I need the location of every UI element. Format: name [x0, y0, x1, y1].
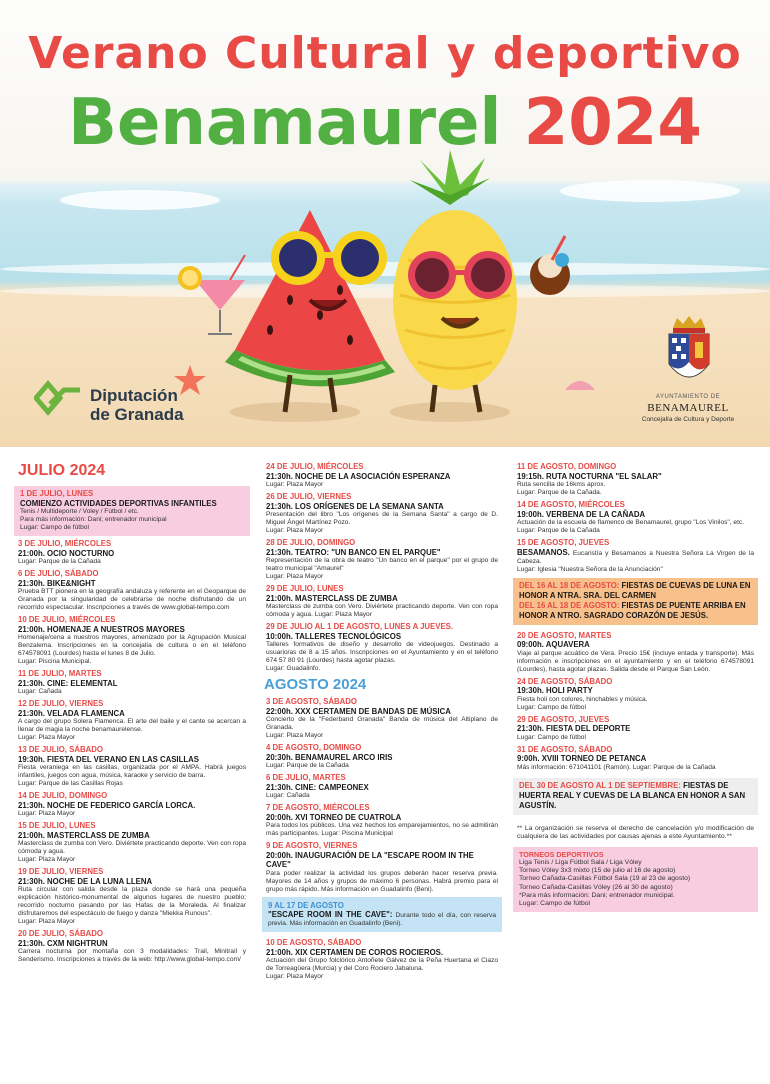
torneo-line: Torneo Vóley 3x3 mixto (15 de julio al 16 de agosto) [519, 867, 676, 875]
event-item [262, 538, 502, 581]
highlight-text: Durante todo el día, con reserva previa. Más información en Guadalinfo (Beni). [268, 912, 496, 927]
event-date: 20 DE AGOSTO, MARTES [517, 630, 612, 640]
event-title: 21:30h. CINE: ELEMENTAL [18, 678, 118, 688]
event-item [513, 677, 758, 712]
month-title-julio: JULIO 2024 [18, 462, 106, 479]
event-text: Lugar: Parque de la Cañada [18, 558, 101, 565]
torneo-line: Liga Tenis / Liga Fútbol Sala / Liga Vóley [519, 858, 642, 866]
event-item [14, 867, 250, 926]
event-text: Lugar: Plaza Mayor [266, 481, 324, 488]
torneos-list [519, 859, 752, 908]
event-text: Talleres formativos de diseño y desarrollo de videojuegos. Destinado a usuario/as de 8 a 15 años. Inscripciones en el Ayuntamiento y en el teléfono 674 57 80 91 (Lourdes) hasta agotar plazas. Lugar: Guadalinfo. [266, 641, 498, 672]
event-item [262, 492, 502, 535]
event-item [14, 486, 250, 536]
ayto-label-small: AYUNTAMIENTO DE [655, 394, 721, 400]
event-text: Masterclass de zumba con Vero. Diviértete practicando deporte. Ven con ropa cómoda y agua. Lugar: Plaza Mayor [266, 603, 498, 618]
column-julio-agosto [262, 462, 502, 984]
event-title: 19:15h. RUTA NOCTURNA "EL SALAR" [517, 471, 662, 481]
event-title: 21:30h. TEATRO: "UN BANCO EN EL PARQUE" [266, 547, 441, 557]
event-title: 19:30h. HOLI PARTY [517, 686, 593, 696]
torneo-line: Torneo Cañada-Casillas Fútbol Sala (19 al 23 de agosto) [519, 875, 691, 883]
coconut-drink-icon [530, 236, 570, 295]
event-title: 21:30h. NOCHE DE LA LUNA LLENA [18, 876, 153, 886]
event-date: 26 DE JULIO, VIERNES [266, 492, 352, 501]
event-text: A cargo del grupo Solera Flamenca. El arte del baile y el cante se acercan a llenar de magia la noche benamaurelense. Lugar: Plaza Mayor [18, 718, 246, 741]
event-text: Fiesta veraniega en las casillas, organizada por el AMPA. Habrá juegos infantiles, juegos con agua, música, karaoke y servicio de barra. Lugar: Parque de las Casillas Rojas [18, 764, 246, 787]
torneo-line: Torneo Cañada-Casillas Vóley (26 al 30 de agosto) [519, 883, 673, 891]
event-text: Viaje al parque acuático de Vera. Precio 15€ (incluye entada y transporte). Más información e inscripciones en el ayuntamiento y en el teléfono 674578091 (Lourdes), hasta agotar plazas. Salida desde el Parque San León. [517, 649, 754, 673]
fiestas-grey-box [513, 778, 758, 815]
event-list-mid-agosto [513, 462, 758, 574]
shell-icon [565, 381, 595, 390]
event-title: 09:00h. AQUAVERA [517, 640, 590, 650]
event-text: Ruta circular con salida desde la plaza donde se hará una pequeña explicación histórico-monumental de algunos lugares de nuestro pueblo; recorrido nocturno pasando por las Hafas de la Moraleda. Al finalizar disfrutaremos del espectáculo de fuego y danza "Miekka Runous". Lugar: Plaza Mayor [18, 886, 246, 925]
event-item [262, 462, 502, 489]
event-item [14, 745, 250, 788]
ayto-name: BENAMAUREL [647, 402, 729, 414]
event-title: 21:30h. CXM NIGHTRUN [18, 938, 108, 948]
title-line1: Verano Cultural y deportivo [28, 28, 742, 79]
torneos-box [513, 847, 758, 912]
event-text: Representación de la obra de teatro "Un banco en el parque" por el grupo de teatro municipal "Amaurel" Lugar: Plaza Mayor [266, 557, 498, 580]
title-line2 [0, 86, 770, 160]
event-date: 28 DE JULIO, DOMINGO [266, 538, 356, 547]
event-date: 31 DE AGOSTO, SÁBADO [517, 744, 613, 754]
event-item [14, 615, 250, 666]
event-title: 22:00h. XXX CERTAMEN DE BANDAS DE MÚSICA [266, 706, 451, 716]
event-list-coros [262, 938, 502, 981]
event-title: 20:00h. INAUGURACIÓN DE LA "ESCAPE ROOM IN THE CAVE" [266, 850, 474, 869]
event-item [513, 631, 758, 674]
fiesta-date: DEL 30 DE AGOSTO AL 1 DE SEPTIEMBRE: [519, 780, 681, 790]
event-title: 21:00h. MASTERCLASS DE ZUMBA [18, 830, 150, 840]
event-title: 21:30h. NOCHE DE FEDERICO GARCÍA LORCA. [18, 800, 196, 810]
shadow [230, 402, 360, 422]
month-title-agosto: AGOSTO 2024 [264, 676, 367, 693]
fiesta-date: DEL 16 AL 18 DE AGOSTO: [519, 601, 620, 611]
event-text: Carrera nocturna por montaña con 3 modalidades: Trail, Minitrail y Senderismo. Inscripciones a través de la web: http://www.global-tempo.com/ [18, 948, 246, 963]
event-item [14, 791, 250, 818]
event-text: Para poder realizar la actividad los grupos deberán hacer reserva previa. Mayores de 14 años y grupos de máximo 6 personas. Habrá premio para el grupo más rápido. Más información en Guadalinfo (Beni). [266, 869, 498, 893]
fiesta-title: FIESTAS DE HUERTA REAL Y CUEVAS DE LA BLANCA EN HONOR A SAN AGUSTÍN. [519, 780, 746, 811]
event-date: 9 DE AGOSTO, VIERNES [266, 841, 358, 850]
event-title: 21:30h. CINE: CAMPEONEX [266, 782, 369, 792]
torneo-line: Lugar: Campo de fútbol [519, 900, 591, 907]
diputacion-line2: de Granada [90, 405, 184, 424]
fruit-characters-illustration [150, 150, 600, 430]
pineapple-leaves [410, 150, 490, 205]
event-title: 21:30h. VELADA FLAMENCA [18, 708, 125, 718]
title-year: 2024 [523, 86, 702, 160]
event-date: 6 DE JULIO, SÁBADO [18, 569, 99, 578]
event-text: Lugar: Parque de la Cañada [266, 762, 349, 769]
event-title: 21:00h. MASTERCLASS DE ZUMBA [266, 593, 398, 603]
event-title: 21:00h. OCIO NOCTURNO [18, 548, 115, 558]
event-date: 15 DE AGOSTO, JUEVES [517, 538, 610, 547]
event-item [262, 938, 502, 981]
event-text: Más información: 671041101 (Ramón). Lugar: Parque de la Cañada [517, 763, 716, 771]
event-text: Lugar: Cañada [266, 792, 310, 799]
event-title: 21:30h. BIKE&NIGHT [18, 578, 96, 588]
event-title: 21:30h. FIESTA DEL DEPORTE [517, 724, 631, 734]
event-body [517, 548, 754, 574]
torneo-line: *Para más información: Dani; entrenador municipal. [519, 891, 675, 899]
ayto-department: Concejalía de Cultura y Deporte [641, 416, 735, 423]
event-date: 10 DE AGOSTO, SÁBADO [266, 938, 362, 947]
event-date: 19 DE JULIO, VIERNES [18, 867, 104, 876]
event-list-late-agosto [513, 631, 758, 772]
event-date: 10 DE JULIO, MIÉRCOLES [18, 615, 116, 624]
event-date: 3 DE AGOSTO, SÁBADO [266, 697, 357, 706]
event-date: 20 DE JULIO, SÁBADO [18, 929, 103, 938]
hero-banner [0, 0, 770, 447]
ayuntamiento-crest-icon [663, 314, 715, 390]
event-date: 12 DE JULIO, VIERNES [18, 699, 104, 708]
event-item [14, 929, 250, 964]
event-item [262, 697, 502, 740]
event-item [513, 538, 758, 574]
event-title: BESAMANOS. [517, 547, 570, 557]
event-title: 19:00h. VERBENA DE LA CAÑADA [517, 509, 646, 519]
event-item [14, 699, 250, 742]
event-date: 24 DE JULIO, MIÉRCOLES [266, 462, 364, 471]
event-date: 15 DE JULIO, LUNES [18, 821, 96, 830]
event-text: Actuación de la escuela de flamenco de Benamaurel, grupo "Los Vinilos", etc. Lugar: Parque de la Cañada [517, 519, 745, 534]
event-title: 21:00h. HOMENAJE A NUESTROS MAYORES [18, 624, 185, 634]
event-date: 11 DE JULIO, MARTES [18, 669, 102, 678]
event-title: 9:00h. XVIII TORNEO DE PETANCA [517, 754, 647, 764]
highlight-head: "ESCAPE ROOM IN THE CAVE": [268, 910, 393, 919]
escape-room-highlight [262, 897, 502, 933]
event-item [14, 821, 250, 864]
event-date: 6 DE JULIO, MARTES [266, 773, 346, 782]
highlight-date: 9 AL 17 DE AGOSTO [268, 900, 344, 910]
shadow [390, 402, 510, 422]
event-item [14, 669, 250, 696]
event-item [262, 622, 502, 673]
event-item [513, 500, 758, 535]
event-title: 21:30h. LOS ORÍGENES DE LA SEMANA SANTA [266, 501, 444, 511]
event-text: Prueba BTT pionera en la geografía andaluza y referente en el Geoparque de Granada por la singularidad de celebrarse de noche disfrutando de un recorrido espectacular. Inscripciones a través de www.global-tempo.com [18, 588, 246, 611]
event-title: 21:00h. XIX CERTAMEN DE COROS ROCIEROS. [266, 947, 444, 957]
event-text: Masterclass de zumba con Vero. Diviértete practicando deporte. Ven con ropa cómoda y agua. Lugar: Plaza Mayor [18, 840, 246, 863]
event-title: 20:30h. BENAMAUREL ARCO IRIS [266, 752, 393, 762]
event-text: Lugar: Plaza Mayor [18, 810, 76, 817]
event-title: 10:00h. TALLERES TECNOLÓGICOS [266, 631, 402, 641]
column-agosto [513, 462, 758, 915]
event-date: 11 DE AGOSTO, DOMINGO [517, 462, 617, 471]
diputacion-logo-icon [34, 380, 82, 416]
diputacion-logo-text [90, 386, 184, 424]
event-item [262, 773, 502, 800]
event-item [513, 462, 758, 497]
event-date: 4 DE AGOSTO, DOMINGO [266, 743, 362, 752]
event-date: 14 DE JULIO, DOMINGO [18, 791, 108, 800]
cocktail-glass-icon [178, 255, 245, 334]
event-text: Lugar: Cañada [18, 688, 62, 695]
event-item [262, 584, 502, 619]
event-date: 29 DE AGOSTO, JUEVES [517, 714, 610, 724]
event-title: COMIENZO ACTIVIDADES DEPORTIVAS INFANTILES [20, 498, 217, 508]
event-list-early-agosto [262, 697, 502, 894]
event-text: Presentación del libro "Los orígenes de la Semana Santa" a cargo de D. Miguel Ángel Martínez Pozo. Lugar: Plaza Mayor [266, 511, 498, 534]
event-title: 19:30h. FIESTA DEL VERANO EN LAS CASILLAS [18, 754, 199, 764]
event-item [262, 841, 502, 894]
event-list-late-julio [262, 462, 502, 673]
event-date: 7 DE AGOSTO, MIÉRCOLES [266, 803, 370, 812]
event-text: Actuación del Grupo folclórico Antoñete Gálvez de la Peña Huertana el Ciazo de Torreagüera (Murcia) y del Coro Rociero Jabaluna. Lugar: Plaza Mayor [266, 957, 498, 980]
diputacion-line1: Diputación [90, 386, 178, 405]
event-title: 20:00h. XVI TORNEO DE CUATROLA [266, 812, 402, 822]
event-item [513, 715, 758, 742]
event-text: Ruta sencilla de 16kms aprox. Lugar: Parque de la Cañada. [517, 481, 606, 496]
event-item [14, 539, 250, 566]
event-list-julio [14, 486, 250, 964]
organization-note: ** La organización se reserva el derecho de cancelación y/o modificación de cualquiera de las actividades por causas ajenas a este Ayuntamiento.** [517, 824, 754, 840]
event-text: Fiesta holi con colores, hinchables y música. Lugar: Campo de fútbol [517, 695, 648, 711]
fiestas-orange-box [513, 578, 758, 625]
column-julio [14, 458, 250, 967]
event-text: Para todos los públicos. Una vez hechos los emparejamientos, no se admitirán más participantes. Lugar: Piscina Municipal [266, 822, 498, 837]
event-date: 29 DE JULIO, LUNES [266, 584, 344, 593]
fiesta-title: FIESTAS DE CUEVAS DE LUNA EN HONOR A NTRA. SRA. DEL CARMEN [519, 580, 751, 600]
event-date: 13 DE JULIO, SÁBADO [18, 745, 103, 754]
event-text: Eucaristía y Besamanos a Nuestra Señora La Virgen de la Cabeza. Lugar: Iglesia "Nuestra Señora de la Anunciación" [517, 549, 754, 573]
event-date: 24 DE AGOSTO, SÁBADO [517, 676, 613, 686]
event-item [14, 569, 250, 612]
event-text: Concierto de la "Federband Granada" Banda de música del Altiplano de Granada. Lugar: Plaza Mayor [266, 716, 498, 739]
event-item [262, 743, 502, 770]
event-date: 3 DE JULIO, MIÉRCOLES [18, 539, 112, 548]
title-name: Benamaurel [68, 86, 502, 160]
event-text: Lugar: Campo de fútbol [517, 733, 586, 741]
event-title: 21:30h. NOCHE DE LA ASOCIACIÓN ESPERANZA [266, 471, 451, 481]
event-date: 29 DE JULIO AL 1 DE AGOSTO, LUNES A JUEVES. [266, 622, 454, 631]
event-item [262, 803, 502, 838]
event-item [513, 745, 758, 772]
event-date: 14 DE AGOSTO, MIÉRCOLES [517, 500, 625, 509]
event-text: Tenis / Multideporte / Voley / Fútbol / etc. Para más información: Dani; entrenador municipal Lugar: Campo de fútbol [20, 508, 167, 531]
fiesta-date: DEL 16 AL 18 DE AGOSTO: [519, 580, 620, 590]
torneos-title: TORNEOS DEPORTIVOS [519, 849, 604, 859]
pineapple-body [393, 210, 517, 390]
event-text: Homenaje/cena a nuestros mayores, amenizado por la Agrupación Musical Benzalema. Inscripciones en la concejalía de cultura o en el teléfono 674578091 (Lourdes) hasta el lunes 8 de Julio. Lugar: Piscina Municipal. [18, 634, 246, 665]
fiesta-title: FIESTAS DE PUENTE ARRIBA EN HONOR A NTRO. SAGRADO CORAZÓN DE JESÚS. [519, 601, 746, 621]
event-date: 1 DE JULIO, LUNES [20, 489, 94, 498]
